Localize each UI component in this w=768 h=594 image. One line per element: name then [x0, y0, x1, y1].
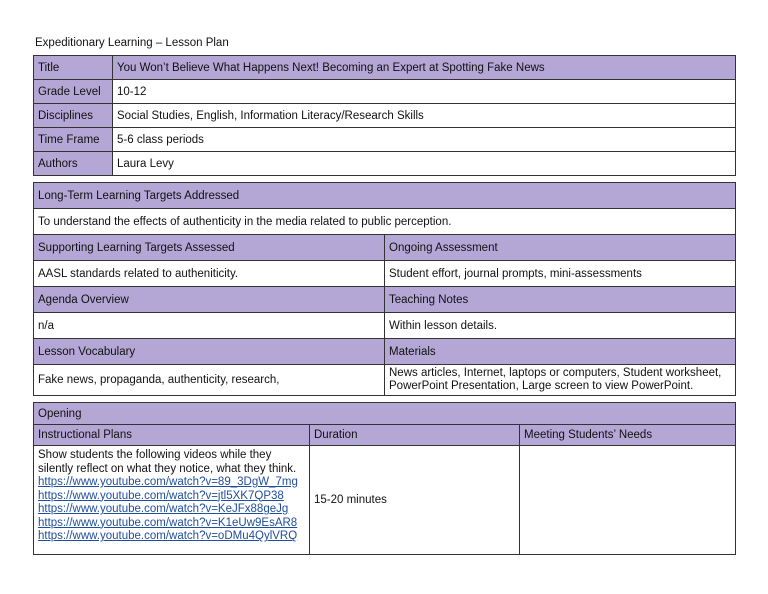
- disciplines-value: Social Studies, English, Information Literacy/Research Skills: [113, 104, 736, 128]
- table-row: [34, 446, 736, 555]
- video-link[interactable]: https://www.youtube.com/watch?v=K1eUw9EsAR8: [38, 516, 298, 529]
- table-row: [34, 128, 736, 152]
- ongoing-assessment-value: Student effort, journal prompts, mini-assessments: [385, 261, 736, 287]
- table-row: [34, 80, 736, 104]
- grade-level-value: 10-12: [113, 80, 736, 104]
- agenda-overview-header: Agenda Overview: [34, 287, 385, 313]
- opening-header: Opening: [34, 403, 736, 425]
- students-needs-header: Meeting Students’ Needs: [520, 425, 736, 446]
- disciplines-label: Disciplines: [34, 104, 113, 128]
- long-term-targets-value: To understand the effects of authenticity in the media related to public perception.: [34, 209, 736, 235]
- table-row: [34, 403, 736, 425]
- title-label: Title: [34, 56, 113, 80]
- video-link[interactable]: https://www.youtube.com/watch?v=89_3DgW_7mg: [38, 476, 298, 488]
- materials-value: [385, 365, 736, 396]
- table-row: [34, 339, 736, 365]
- lesson-vocabulary-header: Lesson Vocabulary: [34, 339, 385, 365]
- duration-value: 15-20 minutes: [310, 446, 520, 555]
- video-link[interactable]: https://www.youtube.com/watch?v=oDMu4QylVRQ: [38, 530, 298, 543]
- instructional-plans-value: [34, 446, 310, 555]
- time-frame-label: Time Frame: [34, 128, 113, 152]
- teaching-notes-value: Within lesson details.: [385, 313, 736, 339]
- title-value: You Won’t Believe What Happens Next! Becoming an Expert at Spotting Fake News: [113, 56, 736, 80]
- table-row: [34, 365, 736, 396]
- table-row: [34, 152, 736, 176]
- table-row: [34, 313, 736, 339]
- grade-level-label: Grade Level: [34, 80, 113, 104]
- supporting-targets-header: Supporting Learning Targets Assessed: [34, 235, 385, 261]
- materials-line: PowerPoint Presentation, Large screen to view PowerPoint.: [389, 380, 694, 392]
- lesson-vocabulary-value: Fake news, propaganda, authenticity, research,: [34, 365, 385, 396]
- materials-header: Materials: [385, 339, 736, 365]
- table-row: [34, 235, 736, 261]
- long-term-targets-header: Long-Term Learning Targets Addressed: [34, 183, 736, 209]
- learning-targets-table: [33, 182, 736, 396]
- instructional-plans-header: Instructional Plans: [34, 425, 310, 446]
- time-frame-value: 5-6 class periods: [113, 128, 736, 152]
- agenda-overview-value: n/a: [34, 313, 385, 339]
- table-row: [34, 183, 736, 209]
- overview-table: [33, 55, 736, 176]
- supporting-targets-value: AASL standards related to autheniticity.: [34, 261, 385, 287]
- table-row: [34, 104, 736, 128]
- opening-table: [33, 402, 736, 555]
- table-row: [34, 56, 736, 80]
- duration-header: Duration: [310, 425, 520, 446]
- authors-label: Authors: [34, 152, 113, 176]
- students-needs-value: [520, 446, 736, 555]
- teaching-notes-header: Teaching Notes: [385, 287, 736, 313]
- table-row: [34, 287, 736, 313]
- table-row: [34, 261, 736, 287]
- plan-text-line: silently reflect on what they notice, what they think.: [38, 463, 297, 475]
- table-row: [34, 425, 736, 446]
- materials-line: News articles, Internet, laptops or computers, Student worksheet,: [389, 367, 722, 379]
- document-title: Expeditionary Learning – Lesson Plan: [35, 37, 229, 49]
- table-row: [34, 209, 736, 235]
- video-link[interactable]: https://www.youtube.com/watch?v=KeJFx88geJg: [38, 503, 289, 516]
- authors-value: Laura Levy: [113, 152, 736, 176]
- video-link[interactable]: https://www.youtube.com/watch?v=jtl5XK7QP38: [38, 489, 284, 502]
- ongoing-assessment-header: Ongoing Assessment: [385, 235, 736, 261]
- plan-text-line: Show students the following videos while they: [38, 449, 272, 461]
